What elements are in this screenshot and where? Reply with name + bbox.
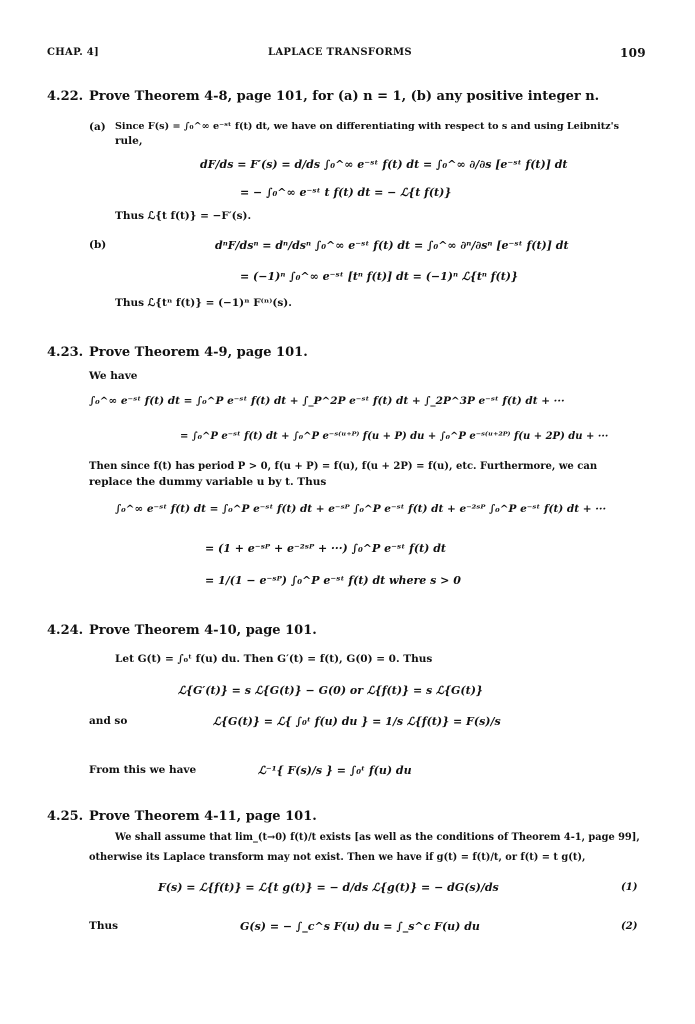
and-so-text: and so [89, 715, 128, 727]
problem-4-22-title: Prove Theorem 4-8, page 101, for (a) n = 1, (b) any positive integer n. [89, 89, 600, 104]
integral-equation-2: ℒ{G(t)} = ℒ{ ∫₀ᵗ f(u) du } = 1/s ℒ{f(t)} = F(s)/s [213, 715, 501, 728]
division-equation-1: F(s) = ℒ{f(t)} = ℒ{t g(t)} = − d/ds ℒ{g(t)} = − dG(s)/ds [158, 881, 499, 894]
problem-4-25-title: Prove Theorem 4-11, page 101. [89, 809, 317, 824]
problem-4-23-title: Prove Theorem 4-9, page 101. [89, 345, 308, 360]
then-since-line-2: replace the dummy variable u by t. Thus [89, 476, 327, 488]
equation-number-1: (1) [621, 882, 638, 893]
part-b-equation-1: dⁿF/dsⁿ = dⁿ/dsⁿ ∫₀^∞ e⁻ˢᵗ f(t) dt = ∫₀^∞ ∂ⁿ/∂sⁿ [e⁻ˢᵗ f(t)] dt [215, 239, 569, 252]
part-a-equation-1: dF/ds = F′(s) = d/ds ∫₀^∞ e⁻ˢᵗ f(t) dt = ∫₀^∞ ∂/∂s [e⁻ˢᵗ f(t)] dt [200, 158, 568, 171]
period-equation-3: ∫₀^∞ e⁻ˢᵗ f(t) dt = ∫₀^P e⁻ˢᵗ f(t) dt + e⁻ˢᴾ ∫₀^P e⁻ˢᵗ f(t) dt + e⁻²ˢᴾ ∫₀^P e⁻ˢᵗ f(t) dt + ··· [115, 503, 607, 515]
period-equation-2: = ∫₀^P e⁻ˢᵗ f(t) dt + ∫₀^P e⁻ˢ⁽ᵘ⁺ᴾ⁾ f(u + P) du + ∫₀^P e⁻ˢ⁽ᵘ⁺²ᴾ⁾ f(u + 2P) du + ··· [180, 431, 609, 442]
problem-4-24-number: 4.24. [47, 623, 84, 638]
division-equation-2: G(s) = − ∫_c^s F(u) du = ∫_s^c F(u) du [240, 920, 480, 933]
period-equation-5: = 1/(1 − e⁻ˢᴾ) ∫₀^P e⁻ˢᵗ f(t) dt where s > 0 [205, 574, 461, 587]
assume-line-2: otherwise its Laplace transform may not exist. Then we have if g(t) = f(t)/t, or f(t) = t g(t), [89, 852, 586, 863]
period-equation-1: ∫₀^∞ e⁻ˢᵗ f(t) dt = ∫₀^P e⁻ˢᵗ f(t) dt + ∫_P^2P e⁻ˢᵗ f(t) dt + ∫_2P^3P e⁻ˢᵗ f(t) dt + ··· [89, 395, 565, 407]
from-this-text: From this we have [89, 764, 197, 776]
then-since-line-1: Then since f(t) has period P > 0, f(u + P) = f(u), f(u + 2P) = f(u), etc. Furthermore, we can [89, 461, 598, 472]
period-equation-4: = (1 + e⁻ˢᴾ + e⁻²ˢᴾ + ···) ∫₀^P e⁻ˢᵗ f(t) dt [205, 542, 446, 555]
part-a-intro-line-2: rule, [115, 135, 143, 147]
part-a-intro-line-1: Since F(s) = ∫₀^∞ e⁻ˢᵗ f(t) dt, we have on differentiating with respect to s and using Leibnitz's [115, 121, 619, 132]
problem-4-25-number: 4.25. [47, 809, 84, 824]
part-a-label: (a) [89, 121, 106, 133]
part-a-conclusion: Thus ℒ{t f(t)} = −F′(s). [115, 210, 252, 222]
assume-line-1: We shall assume that lim_(t→0) f(t)/t exists [as well as the conditions of Theorem 4-1, page 99], [115, 832, 640, 843]
equation-number-2: (2) [621, 921, 638, 932]
integral-equation-1: ℒ{G′(t)} = s ℒ{G(t)} − G(0) or ℒ{f(t)} = s ℒ{G(t)} [178, 684, 483, 697]
we-have-text: We have [89, 370, 138, 382]
let-g-line: Let G(t) = ∫₀ᵗ f(u) du. Then G′(t) = f(t), G(0) = 0. Thus [115, 653, 433, 665]
problem-4-24-title: Prove Theorem 4-10, page 101. [89, 623, 317, 638]
problem-4-22-number: 4.22. [47, 89, 84, 104]
chapter-label: CHAP. 4] [47, 47, 100, 58]
integral-equation-3: ℒ⁻¹{ F(s)/s } = ∫₀ᵗ f(u) du [258, 764, 412, 777]
part-b-label: (b) [89, 239, 107, 251]
problem-4-23-number: 4.23. [47, 345, 84, 360]
page-number: 109 [620, 46, 646, 60]
part-b-equation-2: = (−1)ⁿ ∫₀^∞ e⁻ˢᵗ [tⁿ f(t)] dt = (−1)ⁿ ℒ{tⁿ f(t)} [240, 270, 519, 283]
part-a-equation-2: = − ∫₀^∞ e⁻ˢᵗ t f(t) dt = − ℒ{t f(t)} [240, 186, 452, 199]
part-b-conclusion: Thus ℒ{tⁿ f(t)} = (−1)ⁿ F⁽ⁿ⁾(s). [115, 297, 292, 309]
thus-text: Thus [89, 920, 118, 932]
running-title: LAPLACE TRANSFORMS [268, 47, 412, 58]
